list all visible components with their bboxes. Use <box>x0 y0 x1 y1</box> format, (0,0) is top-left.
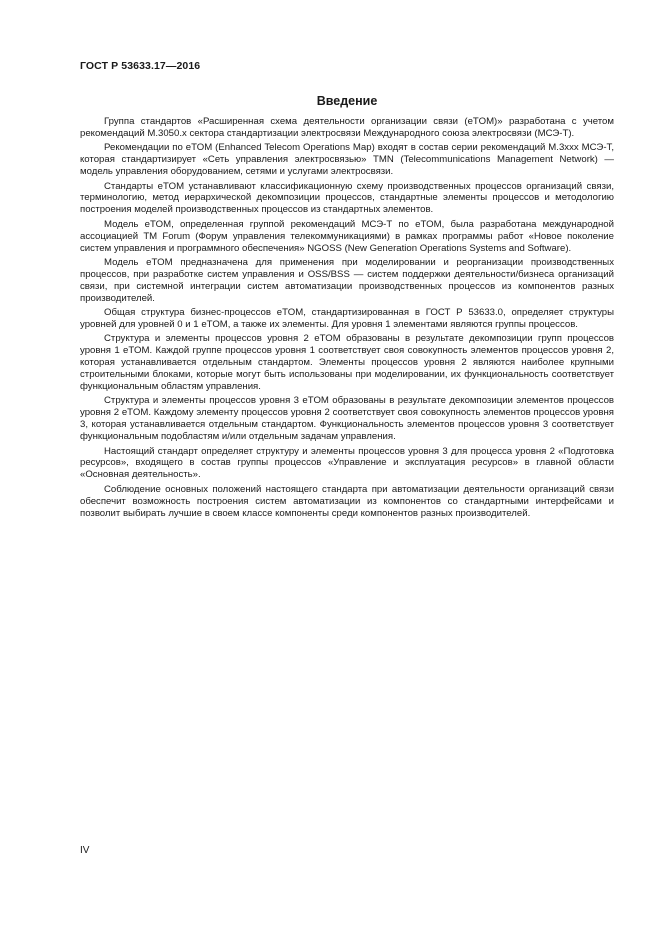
paragraph: Общая структура бизнес-процессов eTOM, стандартизированная в ГОСТ Р 53633.0, определяет структуры уровней для уровней 0 и 1 eTOM, а также их элементы. Для уровня 1 элементами являются группы процессов. <box>80 307 614 330</box>
paragraph: Группа стандартов «Расширенная схема деятельности организации связи (eTOM)» разработана с учетом рекомендаций М.3050.х сектора стандартизации электросвязи Международного союза электросвязи (МСЭ-Т). <box>80 116 614 139</box>
paragraph: Соблюдение основных положений настоящего стандарта при автоматизации деятельности организаций связи обеспечит возможность построения систем автоматизации из компонентов со стандартными интерфейсами и позволит выбирать лучшие в своем классе компоненты среди компонентов разных производителей. <box>80 483 614 519</box>
document-code: ГОСТ Р 53633.17—2016 <box>80 60 201 72</box>
paragraph: Структура и элементы процессов уровня 2 eTOM образованы в результате декомпозиции групп процессов уровня 1 eTOM. Каждой группе процессов уровня 1 соответствует своя совокупность элементов процессов уровня 2, которая устанавливается отдельным стандартом. Элементы процессов уровня 2 являются наиболее крупными строительными блоками, которые могут быть использованы при моделировании, их функциональность соответствует функциональным областям управления. <box>80 333 614 393</box>
paragraph: Стандарты eTOM устанавливают классификационную схему производственных процессов организаций связи, терминологию, метод иерархической декомпозиции процессов, стандартные элементы процессов и методологию построения моделей производственных процессов из стандартных элементов. <box>80 180 614 216</box>
paragraph: Структура и элементы процессов уровня 3 eTOM образованы в результате декомпозиции элементов процессов уровня 2 eTOM. Каждому элементу процессов уровня 2 соответствует своя совокупность элементов процессов уровня 3, которая устанавливается отдельным стандартом. Функциональность элементов процессов уровня 3 соответствует функциональным подобластям и/или отдельным задачам управления. <box>80 395 614 443</box>
introduction-text <box>80 116 614 522</box>
paragraph: Модель eTOM предназначена для применения при моделировании и реорганизации производственных процессов, при разработке систем управления и OSS/BSS — систем поддержки деятельности/бизнеса организаций связи, при системной интеграции систем автоматизации производственных процессов из компонентов разных производителей. <box>80 256 614 304</box>
paragraph: Модель eTOM, определенная группой рекомендаций МСЭ-Т по eTOM, была разработана международной ассоциацией TM Forum (Форум управления телекоммуникациями) в рамках программы работ «Новое поколение систем управления и программного обеспечения» NGOSS (New Generation Operations Systems and Software). <box>80 218 614 254</box>
paragraph: Настоящий стандарт определяет структуру и элементы процессов уровня 3 для процесса уровня 2 «Подготовка ресурсов», входящего в состав группы процессов «Управление и эксплуатация ресурсов» в главной области «Основная деятельность». <box>80 445 614 481</box>
paragraph: Рекомендации по eTOM (Enhanced Telecom Operations Map) входят в состав серии рекомендаций М.3ххх МСЭ-Т, которая стандартизирует «Сеть управления электросвязью» TMN (Telecommunications Management Network) — модель управления оборудованием, сетями и услугами электросвязи. <box>80 142 614 178</box>
page-number: IV <box>80 845 90 856</box>
section-title: Введение <box>316 94 378 108</box>
